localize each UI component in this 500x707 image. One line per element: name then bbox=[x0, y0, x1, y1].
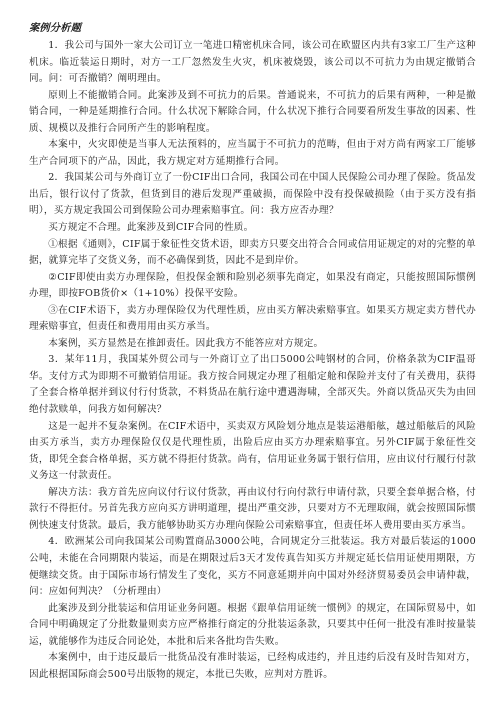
question-3: 3．某年11月，我国某外贸公司与一外商订立了出口5000公吨钢材的合同，价格条款为CIF温哥华。支付方式为即期不可撤销信用证。我方按合同规定办理了租船定舱和保险并支付了有关费用，获得了全套合格单据并到议付行付货款，不料货品在航行途中遭遇海啸，全部灭失。外商以货品灭失为由回绝付款赎单，问我方如何解决？ bbox=[29, 354, 476, 416]
question-1: 1．我公司与国外一家大公司订立一笔进口精密机床合同，该公司在欧盟区内共有3家工厂生产这种机床。临近装运日期时，对方一工厂忽然发生火灾，机床被烧毁，该公司以不可抗力为由规定撤销合同。问：可否撤销？阐明理由。 bbox=[29, 40, 476, 85]
question-4: 4．欧洲某公司向我国某公司购置商品3000公吨，合同规定分三批装运。我方对最后装运的1000公吨，未能在合同期限内装运，而是在期限过后3天才发传真告知买方并规定延长信用证使用期限，方便继续交货。由于国际市场行情发生了变化，买方不同意延期并向中国对外经济贸易委员会申请仲裁，问：应如何判决？（分析理由） bbox=[29, 536, 476, 598]
answer-3-analysis: 这是一起并不复杂案例。在CIF术语中，买卖双方风险划分地点是装运港船舷，越过船舷后的风险由买方承当，卖方办理保险仅仅是代理性质，出险后应由买方办理索赔事宜。另外CIF属于象征性交货，即凭全套合格单据，买方就不得拒付货款。尚有，信用证业务属于银行信用，应由议付行履行付款义务这一付款责任。 bbox=[29, 420, 476, 482]
answer-1-case: 本案中，火灾即使是当事人无法预料的，应当属于不可抗力的范畴，但由于对方尚有两家工厂能够生产合同项下的产品，因此，我方规定对方延期推行合同。 bbox=[29, 139, 476, 167]
answer-1-principle: 原则上不能撤销合同。此案涉及到不可抗力的后果。普通说来，不可抗力的后果有两种，一种是撤销合同，一种是延期推行合同。什么状况下解除合同，什么状况下推行合同要看所发生事故的因素、性质、规模以及推行合同所产生的影响程度。 bbox=[29, 89, 476, 134]
section-heading: 案例分析题 bbox=[29, 23, 82, 34]
answer-4-conclusion: 本案例中，由于违反最后一批货品没有准时装运，已经构成违约，并且违约后没有及时告知对方，因此根据国际商会500号出版物的规定，本批已失败，应判对方胜诉。 bbox=[29, 652, 476, 680]
answer-3-solution: 解决方法：我方首先应向议付行议付货款，再由议付行向付款行申请付款，只要全套单据合格，付款行不得拒付。另首先我方应向买方讲明道理，提出严重交涉，只要对方不无理取闹，就会按照国际惯例快速支付货款。最后，我方能够协助买方办理向保险公司索赔事宜，但责任坏人费用要由买方承当。 bbox=[29, 486, 476, 531]
answer-2-intro: 买方规定不合理。此案涉及到CIF合同的性质。 bbox=[48, 222, 254, 234]
answer-2-point-1: ①根据《通则》，CIF属于象征性交货术语，即卖方只要交出符合合同或信用证规定的对的完整的单据，就算完毕了交货义务，而不必确保到货，因此不是到岸价。 bbox=[29, 238, 476, 267]
question-2: 2．我国某公司与外商订立了一份CIF出口合同，我国公司在中国人民保险公司办理了保险。货品发出后，银行议付了货款，但货到目的港后发现严重破损，而保险中没有投保破损险（由于买方没有指明），买方规定我国公司到保险公司办理索赔事宜。问：我方应否办理？ bbox=[29, 172, 476, 217]
answer-2-point-2: ②CIF即使由卖方办理保险，但投保金额和险别必须事先商定，如果没有商定，只能按照国际惯例办理，即按FOB货价×（1+10%）投保平安险。 bbox=[29, 271, 476, 300]
answer-4-analysis: 此案涉及到分批装运和信用证业务问题。根据《跟单信用证统一惯例》的规定，在国际贸易中，如合同中明确规定了分批数量则卖方应严格推行商定的分批装运条款，只要其中任何一批没有准时按量装运，就能够作为违反合同论处，本批和后来各批均告失败。 bbox=[29, 602, 476, 647]
answer-2-point-3: ③在CIF术语下，卖方办理保险仅为代理性质，应由买方解决索赔事宜。如果买方规定卖方替代办理索赔事宜，但责任和费用用由买方承当。 bbox=[29, 304, 476, 333]
answer-2-conclusion: 本案例，买方显然是在推卸责任。因此我方不能答应对方规定。 bbox=[48, 337, 324, 349]
